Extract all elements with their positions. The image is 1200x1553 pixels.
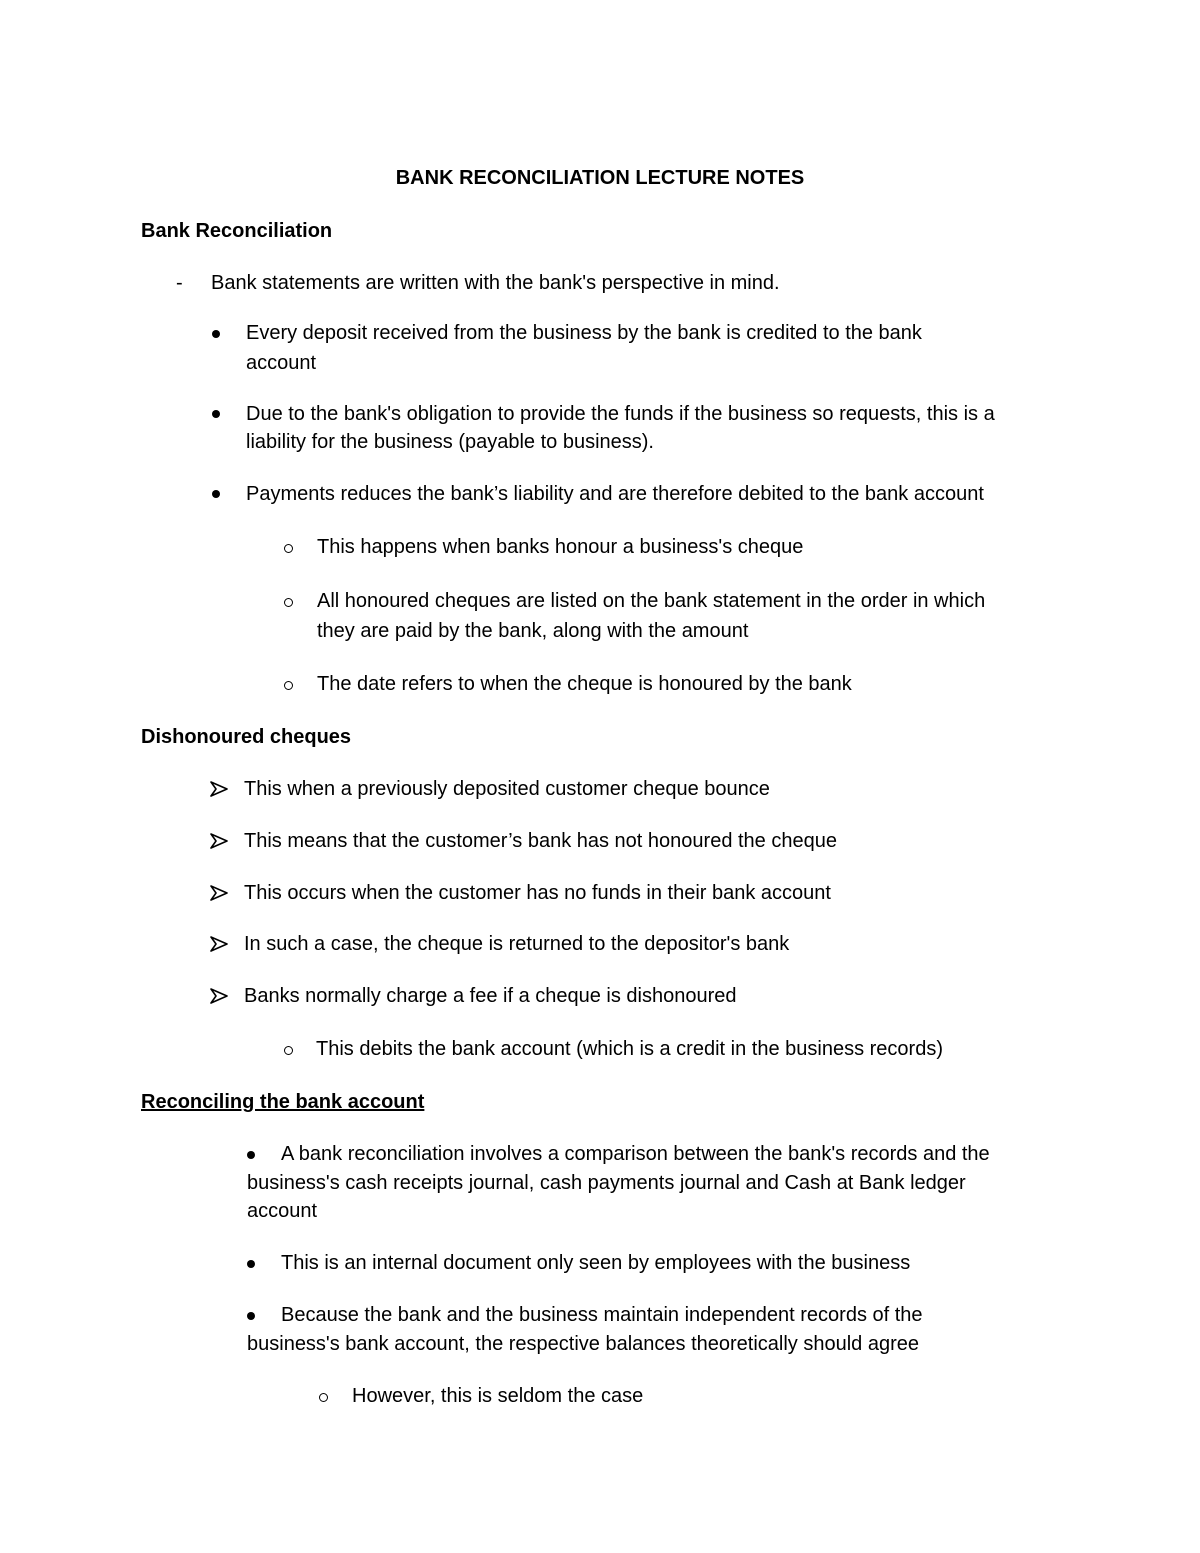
- section-heading-reconciling-the-bank-account: Reconciling the bank account: [141, 1091, 425, 1113]
- list-item-line: account: [246, 352, 317, 374]
- section-heading-dishonoured-cheques: Dishonoured cheques: [141, 726, 352, 748]
- list-item: This means that the customer’s bank has not honoured the cheque: [244, 830, 837, 852]
- sub-list-item-line: This happens when banks honour a business's cheque: [317, 536, 804, 558]
- arrowhead-bullet-icon: [210, 884, 228, 902]
- list-item-line: account: [247, 1200, 318, 1222]
- list-item: In such a case, the cheque is returned to the depositor's bank: [244, 933, 790, 955]
- hollow-circle-bullet-icon: [284, 681, 293, 690]
- list-item-line: Every deposit received from the business by the bank is credited to the bank: [246, 322, 922, 344]
- sub-list-item: This debits the bank account (which is a credit in the business records): [316, 1038, 943, 1060]
- dash-bullet: -: [176, 272, 183, 294]
- list-item: Banks normally charge a fee if a cheque is dishonoured: [244, 985, 737, 1007]
- hollow-circle-bullet-icon: [319, 1393, 328, 1402]
- list-item-line: business's bank account, the respective balances theoretically should agree: [247, 1333, 920, 1355]
- hollow-circle-bullet-icon: [284, 544, 293, 553]
- list-item-line: Due to the bank's obligation to provide the funds if the business so requests, this is a: [246, 403, 995, 425]
- document-title: BANK RECONCILIATION LECTURE NOTES: [395, 167, 805, 189]
- sub-list-item-line: The date refers to when the cheque is honoured by the bank: [317, 673, 852, 695]
- sub-list-item: However, this is seldom the case: [352, 1385, 644, 1407]
- list-item: This occurs when the customer has no funds in their bank account: [244, 882, 831, 904]
- list-item: This when a previously deposited customer cheque bounce: [244, 778, 770, 800]
- list-item-line: Payments reduces the bank’s liability and are therefore debited to the bank account: [246, 483, 984, 505]
- filled-circle-bullet-icon: [247, 1260, 255, 1268]
- filled-circle-bullet-icon: [212, 410, 220, 418]
- arrowhead-bullet-icon: [210, 935, 228, 953]
- section-heading-bank-reconciliation: Bank Reconciliation: [141, 220, 333, 242]
- list-item-line: liability for the business (payable to business).: [246, 431, 654, 453]
- list-item: Bank statements are written with the bank's perspective in mind.: [211, 272, 780, 294]
- list-item-line: A bank reconciliation involves a comparison between the bank's records and the: [281, 1143, 990, 1165]
- list-item-line: This is an internal document only seen by employees with the business: [281, 1252, 911, 1274]
- filled-circle-bullet-icon: [212, 490, 220, 498]
- hollow-circle-bullet-icon: [284, 1046, 293, 1055]
- list-item-line: business's cash receipts journal, cash payments journal and Cash at Bank ledger: [247, 1172, 966, 1194]
- filled-circle-bullet-icon: [247, 1151, 255, 1159]
- filled-circle-bullet-icon: [247, 1312, 255, 1320]
- arrowhead-bullet-icon: [210, 987, 228, 1005]
- sub-list-item-line: they are paid by the bank, along with the amount: [317, 620, 749, 642]
- list-item-line: Because the bank and the business maintain independent records of the: [281, 1304, 923, 1326]
- filled-circle-bullet-icon: [212, 330, 220, 338]
- hollow-circle-bullet-icon: [284, 598, 293, 607]
- sub-list-item-line: All honoured cheques are listed on the bank statement in the order in which: [317, 590, 986, 612]
- arrowhead-bullet-icon: [210, 832, 228, 850]
- arrowhead-bullet-icon: [210, 780, 228, 798]
